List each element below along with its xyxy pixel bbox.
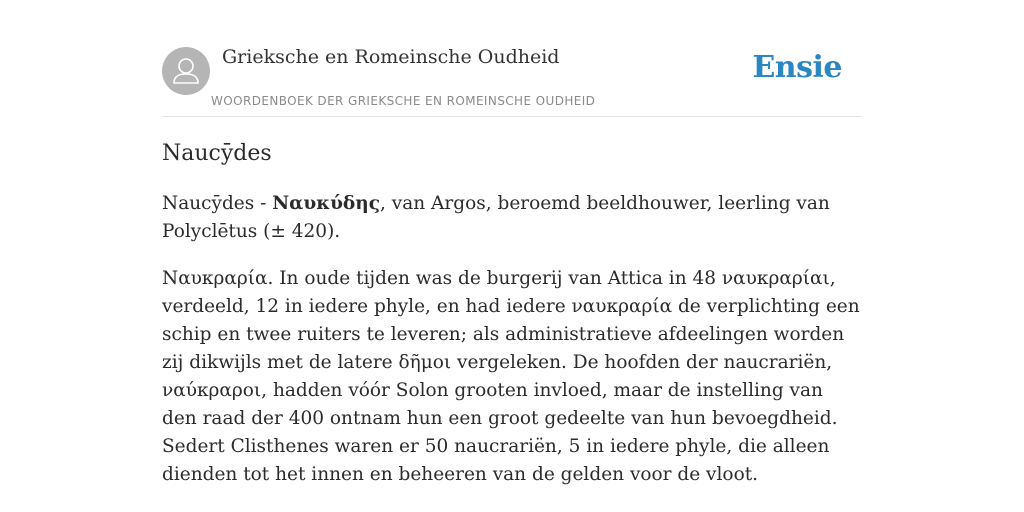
entry-separator: - (254, 193, 273, 214)
user-avatar-icon[interactable] (162, 47, 210, 95)
dictionary-subtitle: WOORDENBOEK DER GRIEKSCHE EN ROMEINSCHE OUDHEID (211, 94, 596, 108)
entry-title: Naucȳdes (162, 141, 272, 166)
entry-definition-text: , van Argos, beroemd beeldhouwer, leerling van Polyclētus (± 420). (162, 193, 830, 242)
site-header (162, 44, 862, 117)
entry-greek-headword: Ναυκύδης (272, 193, 380, 214)
entry-paragraph-naukraria: Ναυκραρία. In oude tijden was de burgerij van Attica in 48 ναυκραρίαι, verdeeld, 12 in iedere phyle, en had iedere ναυκραρία de verplichting een schip en twee ruiters te leveren; als administratieve afdeelingen worden zij dikwijls met de latere δῆμοι vergeleken. De hoofden der naucrariën, ναύκραροι, hadden vóór Solon grooten invloed, maar de instelling van den raad der 400 ontnam hun een groot gedeelte van hun bevoegdheid. Sedert Clisthenes waren er 50 naucrariën, 5 in iedere phyle, die alleen dienden tot het innen en beheeren van de gelden voor de vloot. (162, 268, 860, 485)
entry-definition-paragraph (162, 190, 862, 246)
brand-logo[interactable]: Ensie (752, 50, 842, 85)
entry-term: Naucȳdes (162, 193, 255, 214)
entry-content (162, 138, 862, 489)
dictionary-title[interactable]: Grieksche en Romeinsche Oudheid (222, 46, 560, 68)
